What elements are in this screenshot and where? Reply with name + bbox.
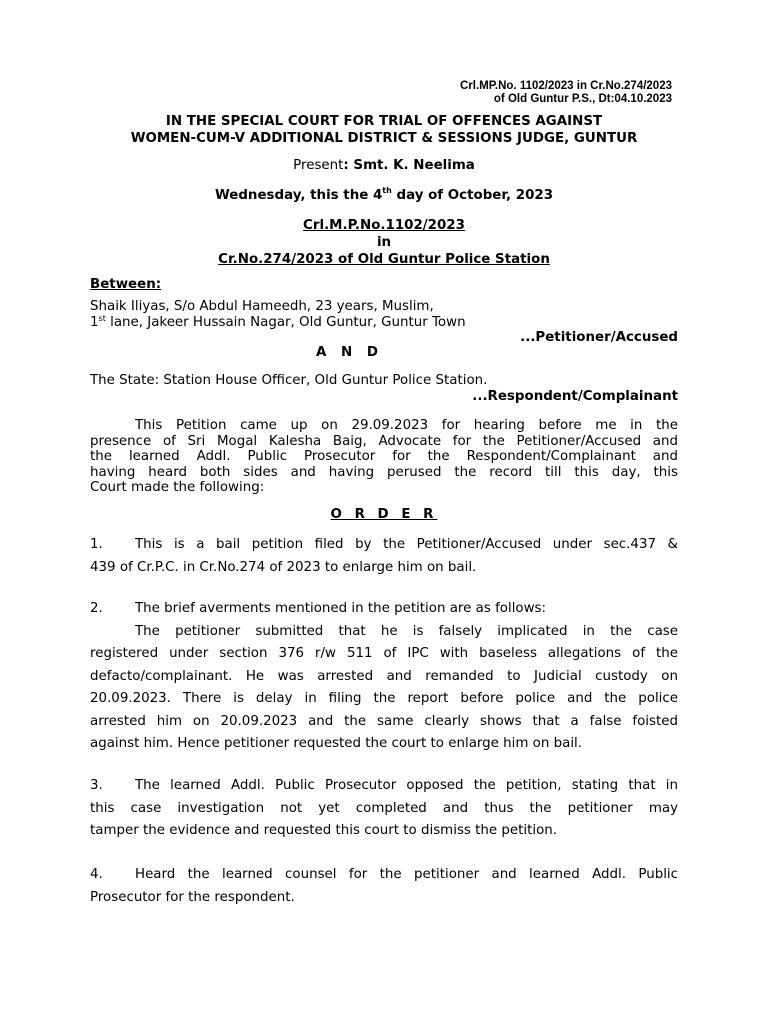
order-date-prefix: Wednesday, this the 4 (214, 188, 383, 203)
respondent-line: The State: Station House Officer, Old Guntur Police Station. (90, 373, 488, 388)
paragraph-3-line-2: this case investigation not yet completed and thus the petitioner may (90, 800, 678, 816)
paragraph-1-number: 1. (90, 537, 103, 552)
paragraph-4-number: 4. (90, 867, 103, 882)
present-judge-name: : Smt. K. Neelima (343, 158, 475, 173)
paragraph-4 (90, 864, 678, 909)
petitioner-line-1: Shaik Iliyas, S/o Abdul Hameedh, 23 years, Muslim, (90, 299, 434, 314)
preamble-line-5: Court made the following: (90, 480, 265, 495)
paragraph-4-line-1: Heard the learned counsel for the petitioner and learned Addl. Public (135, 867, 678, 882)
case-in-word: in (376, 235, 392, 250)
case-reference-line-1: Crl.MP.No. 1102/2023 in Cr.No.274/2023 (459, 80, 672, 92)
between-label: Between: (90, 277, 162, 292)
and-separator: A N D (316, 345, 384, 360)
petitioner-line-2-sup: st (98, 313, 106, 323)
paragraph-3-line-1: The learned Addl. Public Prosecutor opposed the petition, stating that in (135, 778, 678, 793)
order-date-suffix: day of October, 2023 (391, 188, 554, 203)
respondent-block (90, 373, 678, 404)
petitioner-line-2-num: 1 (90, 314, 99, 330)
petition-number: Crl.M.P.No.1102/2023 (303, 218, 465, 233)
petitioner-line-2 (90, 315, 678, 331)
petitioner-block (90, 299, 678, 346)
paragraph-1-line-2: 439 of Cr.P.C. in Cr.No.274 of 2023 to enlarge him on bail. (90, 559, 477, 575)
paragraph-2-line-2: The petitioner submitted that he is falsely implicated in the case (135, 623, 678, 639)
petitioner-line-2-rest: lane, Jakeer Hussain Nagar, Old Guntur, Guntur Town (105, 314, 466, 330)
crime-number: Cr.No.274/2023 of Old Guntur Police Station (218, 252, 550, 267)
case-reference-header (352, 80, 672, 106)
paragraph-2-number: 2. (90, 601, 103, 616)
court-title-line-1: IN THE SPECIAL COURT FOR TRIAL OF OFFENCES AGAINST (165, 114, 603, 129)
preamble-line-2: presence of Sri Mogal Kalesha Baig, Advocate for the Petitioner/Accused and (90, 433, 678, 449)
petitioner-role: ...Petitioner/Accused (520, 330, 678, 345)
paragraph-2-line-6: arrested him on 20.09.2023 and the same clearly shows that a false foisted (90, 713, 678, 729)
respondent-role: ...Respondent/Complainant (472, 388, 678, 404)
preamble-line-3: the learned Addl. Public Prosecutor for the Respondent/Complainant and (90, 449, 678, 464)
court-title (90, 113, 678, 147)
paragraph-4-line-2: Prosecutor for the respondent. (90, 889, 295, 905)
paragraph-2-line-7: against him. Hence petitioner requested the court to enlarge him on bail. (90, 736, 583, 751)
order-heading: O R D E R (330, 507, 438, 522)
order-date-sup: th (382, 186, 392, 195)
order-date (90, 187, 678, 204)
paragraph-2-line-1: The brief averments mentioned in the petition are as follows: (135, 601, 547, 616)
preamble-line-4: having heard both sides and having perused the record till this day, this (90, 464, 678, 480)
paragraph-3-number: 3. (90, 778, 103, 793)
paragraph-2 (90, 598, 678, 756)
paragraph-3 (90, 775, 678, 843)
present-label: Present (293, 158, 344, 173)
preamble (90, 418, 678, 496)
paragraph-1-line-1: This is a bail petition filed by the Petitioner/Accused under sec.437 & (135, 537, 678, 552)
paragraph-2-line-3: registered under section 376 r/w 511 of IPC with baseless allegations of the (90, 646, 678, 661)
paragraph-2-line-4: defacto/complainant. He was arrested and remanded to Judicial custody on (90, 668, 678, 684)
case-number-block (90, 217, 678, 268)
present-line (90, 157, 678, 174)
paragraph-2-line-5: 20.09.2023. There is delay in filing the report before police and the police (90, 691, 678, 706)
court-title-line-2: WOMEN-CUM-V ADDITIONAL DISTRICT & SESSIONS JUDGE, GUNTUR (130, 131, 638, 146)
paragraph-3-line-3: tamper the evidence and requested this court to dismiss the petition. (90, 823, 558, 838)
between-section (90, 277, 678, 293)
paragraph-1 (90, 534, 678, 579)
preamble-line-1: This Petition came up on 29.09.2023 for hearing before me in the (135, 418, 678, 433)
case-reference-line-2: of Old Guntur P.S., Dt:04.10.2023 (493, 93, 672, 105)
